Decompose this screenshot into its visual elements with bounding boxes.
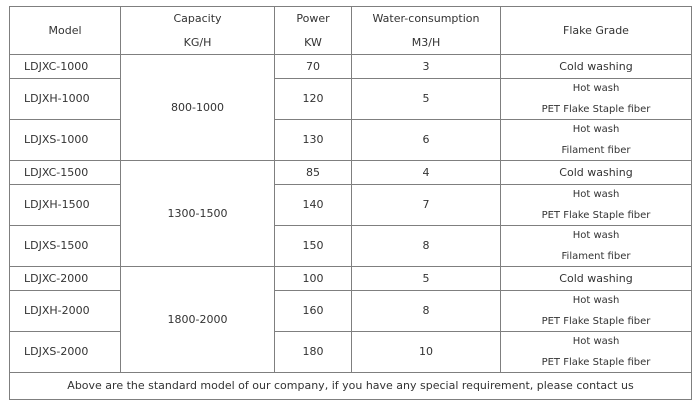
header-capacity xyxy=(121,7,275,55)
grade-cell: Cold washing xyxy=(501,55,692,79)
model-cell: LDJXS-1500 xyxy=(10,226,121,267)
table-row xyxy=(10,55,692,79)
table-row xyxy=(10,226,692,267)
grade-line: PET Flake Staple fiber xyxy=(541,357,651,368)
model-cell: LDJXH-1000 xyxy=(10,79,121,120)
grade-cell xyxy=(501,120,692,161)
header-row xyxy=(10,7,692,55)
grade-line: PET Flake Staple fiber xyxy=(541,104,651,115)
table-row xyxy=(10,161,692,185)
header-water xyxy=(352,7,501,55)
model-cell: LDJXC-1000 xyxy=(10,55,121,79)
water-cell: 7 xyxy=(352,185,501,226)
water-cell: 3 xyxy=(352,55,501,79)
grade-line: Hot wash xyxy=(572,83,620,94)
table-row xyxy=(10,267,692,291)
header-power-unit: KW xyxy=(304,35,322,49)
grade-line: Hot wash xyxy=(572,295,620,306)
grade-cell xyxy=(501,226,692,267)
header-water-unit: M3/H xyxy=(411,35,441,49)
grade-line: Hot wash xyxy=(572,124,620,135)
model-cell: LDJXS-2000 xyxy=(10,332,121,373)
table-row xyxy=(10,185,692,226)
power-cell: 100 xyxy=(275,267,352,291)
capacity-cell: 800-1000 xyxy=(121,55,275,161)
water-cell: 6 xyxy=(352,120,501,161)
power-cell: 180 xyxy=(275,332,352,373)
power-cell: 160 xyxy=(275,291,352,332)
table-row xyxy=(10,332,692,373)
power-cell: 70 xyxy=(275,55,352,79)
table-row xyxy=(10,291,692,332)
water-cell: 4 xyxy=(352,161,501,185)
spec-table xyxy=(9,6,692,400)
grade-line: Hot wash xyxy=(572,189,620,200)
water-cell: 8 xyxy=(352,291,501,332)
grade-line: PET Flake Staple fiber xyxy=(541,316,651,327)
water-cell: 8 xyxy=(352,226,501,267)
grade-line: Hot wash xyxy=(572,230,620,241)
header-water-label: Water-consumption xyxy=(372,11,480,25)
power-cell: 85 xyxy=(275,161,352,185)
capacity-cell: 1800-2000 xyxy=(121,267,275,373)
water-cell: 10 xyxy=(352,332,501,373)
grade-cell: Cold washing xyxy=(501,267,692,291)
model-cell: LDJXS-1000 xyxy=(10,120,121,161)
grade-cell xyxy=(501,332,692,373)
grade-line: Filament fiber xyxy=(561,251,631,262)
power-cell: 150 xyxy=(275,226,352,267)
footer-note: Above are the standard model of our company, if you have any special requirement, please contact us xyxy=(10,373,692,400)
header-grade: Flake Grade xyxy=(501,7,692,55)
model-cell: LDJXH-1500 xyxy=(10,185,121,226)
header-capacity-unit: KG/H xyxy=(183,35,212,49)
table-row xyxy=(10,120,692,161)
grade-cell xyxy=(501,291,692,332)
capacity-cell: 1300-1500 xyxy=(121,161,275,267)
power-cell: 140 xyxy=(275,185,352,226)
model-cell: LDJXH-2000 xyxy=(10,291,121,332)
model-cell: LDJXC-2000 xyxy=(10,267,121,291)
table-row xyxy=(10,79,692,120)
grade-line: PET Flake Staple fiber xyxy=(541,210,651,221)
header-capacity-label: Capacity xyxy=(173,11,222,25)
grade-line: Filament fiber xyxy=(561,145,631,156)
footer-row xyxy=(10,373,692,400)
header-model: Model xyxy=(10,7,121,55)
power-cell: 120 xyxy=(275,79,352,120)
grade-cell xyxy=(501,79,692,120)
header-power-label: Power xyxy=(296,11,330,25)
model-cell: LDJXC-1500 xyxy=(10,161,121,185)
water-cell: 5 xyxy=(352,79,501,120)
grade-line: Hot wash xyxy=(572,336,620,347)
grade-cell xyxy=(501,185,692,226)
power-cell: 130 xyxy=(275,120,352,161)
header-power xyxy=(275,7,352,55)
water-cell: 5 xyxy=(352,267,501,291)
grade-cell: Cold washing xyxy=(501,161,692,185)
